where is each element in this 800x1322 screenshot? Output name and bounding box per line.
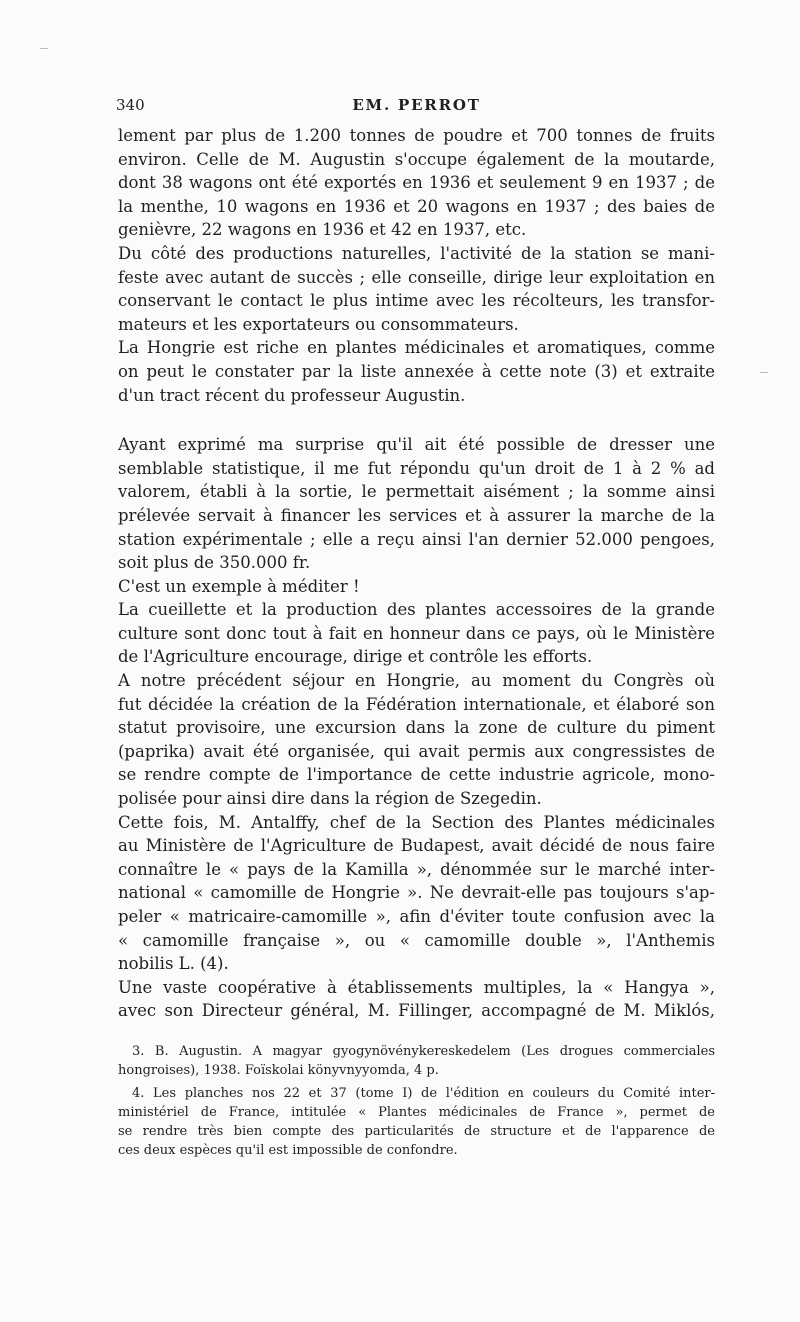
text-line: Une vaste coopérative à établissements multiples, la « Hangya », (118, 977, 715, 997)
paragraph-9 (118, 976, 715, 1023)
text-line: conservant le contact le plus intime avec les récolteurs, les transfor- (118, 291, 715, 311)
text-line: nobilis L. (4). (118, 954, 229, 974)
text-line: dont 38 wagons ont été exportés en 1936 et seulement 9 en 1937 ; de (118, 173, 715, 193)
paragraph-1 (118, 124, 715, 242)
footnote-3 (118, 1042, 715, 1080)
paragraph-3 (118, 336, 715, 407)
text-line: au Ministère de l'Agriculture de Budapest, avait décidé de nous faire (118, 836, 715, 856)
paragraph-6 (118, 598, 715, 669)
text-line: peler « matricaire-camomille », afin d'éviter toute confusion avec la (118, 907, 715, 926)
text-line: la menthe, 10 wagons en 1936 et 20 wagons en 1937 ; des baies de (118, 196, 715, 216)
text-line: environ. Celle de M. Augustin s'occupe également de la moutarde, (118, 149, 715, 169)
paragraph-8 (118, 811, 715, 976)
paragraph-7 (118, 669, 715, 811)
text-line: connaître le « pays de la Kamilla », dénommée sur le marché inter- (118, 859, 715, 879)
text-line: de l'Agriculture encourage, dirige et contrôle les efforts. (118, 647, 593, 667)
text-line: mateurs et les exportateurs ou consommateurs. (118, 314, 519, 334)
text-line: La cueillette et la production des plantes accessoires de la grande (118, 600, 715, 620)
text-line: on peut le constater par la liste annexée à cette note (3) et extraite (118, 361, 715, 381)
footnote-line: se rendre très bien compte des particularités de structure et de l'apparence de (118, 1124, 715, 1139)
paragraph-5 (118, 575, 715, 599)
text-line: prélevée servait à financer les services et à assurer la marche de la (118, 505, 715, 525)
footnote-line: 3. B. Augustin. A magyar gyogynövénykereskedelem (Les drogues commerciales (132, 1044, 715, 1059)
text-line: (paprika) avait été organisée, qui avait permis aux congressistes de (118, 741, 715, 761)
text-line: se rendre compte de l'importance de cette industrie agricole, mono- (118, 765, 715, 785)
text-line: d'un tract récent du professeur Augustin. (118, 385, 466, 405)
footnote-4 (118, 1084, 715, 1160)
text-line: Cette fois, M. Antalffy, chef de la Section des Plantes médicinales (118, 812, 715, 832)
running-head: EM. PERROT (352, 96, 481, 114)
paragraph-4 (118, 433, 715, 575)
text-line: station expérimentale ; elle a reçu ainsi l'an dernier 52.000 pengoes, (118, 529, 715, 549)
text-line: Du côté des productions naturelles, l'activité de la station se mani- (118, 243, 715, 263)
footnote-line: 4. Les planches nos 22 et 37 (tome I) de l'édition en couleurs du Comité inter- (132, 1086, 715, 1101)
footnote-line: hongroises), 1938. Foïskolai könyvnyyomda, 4 p. (118, 1063, 439, 1078)
text-line: statut provisoire, une excursion dans la zone de culture du piment (118, 718, 715, 738)
page-number: 340 (116, 96, 145, 114)
scan-mark (760, 372, 768, 373)
page-header (118, 90, 715, 112)
scan-mark (40, 48, 48, 49)
text-line: fut décidée la création de la Fédération internationale, et élaboré son (118, 694, 715, 714)
text-line: polisée pour ainsi dire dans la région de Szegedin. (118, 789, 542, 809)
paragraph-2 (118, 242, 715, 336)
text-line: semblable statistique, il me fut répondu qu'un droit de 1 à 2 % ad (118, 458, 715, 478)
page-body (118, 90, 715, 1023)
text-line: feste avec autant de succès ; elle conseille, dirige leur exploitation en (118, 267, 715, 287)
text-line: soit plus de 350.000 fr. (118, 553, 311, 573)
text-line: C'est un exemple à méditer ! (118, 576, 360, 596)
text-line: culture sont donc tout à fait en honneur dans ce pays, où le Ministère (118, 623, 715, 643)
footnotes (118, 1042, 715, 1164)
footnote-line: ministériel de France, intitulée « Plantes médicinales de France », permet de (118, 1105, 715, 1120)
text-line: avec son Directeur général, M. Fillinger, accompagné de M. Miklós, (118, 1001, 715, 1021)
text-line: national « camomille de Hongrie ». Ne devrait-elle pas toujours s'ap- (118, 883, 715, 903)
text-line: « camomille française », ou « camomille double », l'Anthemis (118, 930, 715, 950)
text-line: lement par plus de 1.200 tonnes de poudre et 700 tonnes de fruits (118, 126, 715, 145)
text-line: valorem, établi à la sortie, le permettait aisément ; la somme ainsi (118, 482, 715, 502)
footnote-line: ces deux espèces qu'il est impossible de confondre. (118, 1143, 458, 1158)
text-line: Ayant exprimé ma surprise qu'il ait été possible de dresser une (118, 435, 715, 455)
text-line: A notre précédent séjour en Hongrie, au moment du Congrès où (118, 671, 715, 691)
text-line: genièvre, 22 wagons en 1936 et 42 en 1937, etc. (118, 220, 527, 240)
text-line: La Hongrie est riche en plantes médicinales et aromatiques, comme (118, 338, 715, 358)
